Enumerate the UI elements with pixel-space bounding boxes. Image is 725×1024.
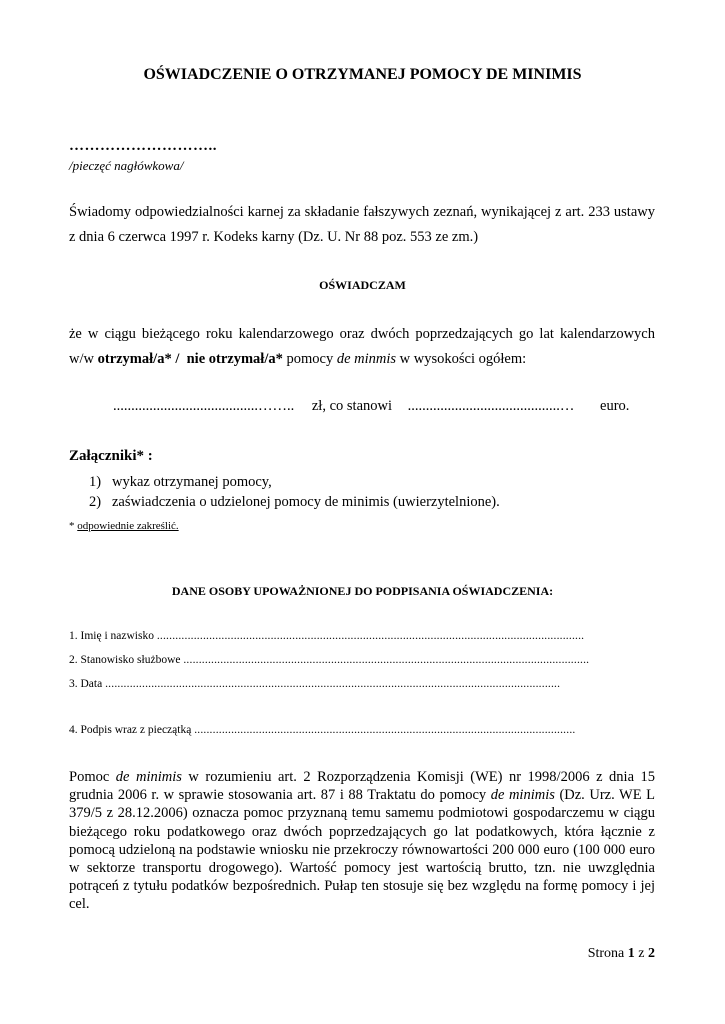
field-label: 2. Stanowisko służbowe	[69, 654, 181, 666]
attachment-text: zaświadczenia o udzielonej pomocy de minimis (uwierzytelnione).	[112, 494, 500, 510]
field-dots: ....................................................................................................................................	[183, 654, 590, 666]
field-name[interactable]	[69, 630, 655, 642]
not-received-option: nie otrzymał/a*	[186, 351, 283, 367]
de-minimis-term: de minmis	[336, 351, 397, 367]
field-label: 1. Imię i nazwisko	[69, 630, 154, 642]
page-number	[588, 946, 655, 962]
attachment-number: 1)	[89, 474, 102, 490]
attachment-item	[89, 472, 500, 492]
page-middle: z	[634, 946, 648, 961]
received-option: otrzymał/a* /	[97, 351, 180, 367]
de-minimis-term: de minimis	[115, 769, 182, 785]
stamp-placeholder-dots: ………………………..	[69, 138, 217, 154]
amount-line	[113, 398, 629, 415]
definition-text-3: (Dz. Urz. WE L 379/5 z 28.12.2006) oznacza pomoc przyznaną temu samemu podmiotowi gospodarczemu w ciągu bieżącego roku podatkowego oraz dwóch poprzedzających go lat podatkowych, która łącznie z pomocą udzieloną na podstawie wniosku nie przekroczy równowartości 200 000 euro (100 000 euro w sektorze transportu drogowego). Wartość pomocy jest wartością brutto, tzn. nie uwzględnia potrąceń z tytułu podatków bezpośrednich. Pułap ten stosuje się bez względu na formę pomocy i jej cel.	[69, 787, 655, 913]
page-total: 2	[648, 946, 655, 961]
field-date[interactable]	[69, 678, 655, 690]
field-label: 4. Podpis wraz z pieczątką	[69, 724, 192, 736]
definition-text-1: Pomoc	[69, 769, 116, 785]
authorized-person-heading: DANE OSOBY UPOWAŻNIONEJ DO PODPISANIA OŚWIADCZENIA:	[171, 584, 554, 598]
de-minimis-term: de minimis	[490, 787, 555, 804]
definition-text-2: w rozumieniu art. 2 Rozporządzenia Komisji (WE) nr 1998/2006 z dnia 15 grudnia 2006 r. w sprawie stosowania art. 87 i 88 Traktatu do pomocy	[69, 769, 656, 804]
statement-text-3: w wysokości ogółem:	[396, 351, 527, 367]
attachments-heading: Załączniki* :	[69, 448, 153, 464]
stamp-label: /pieczęć nagłówkowa/	[69, 158, 184, 173]
footnote-star: *	[69, 520, 78, 532]
footnote	[69, 520, 179, 532]
field-signature[interactable]	[69, 724, 655, 736]
intro-paragraph: Świadomy odpowiedzialności karnej za składanie fałszywych zeznań, wynikającej z art. 233 ustawy z dnia 6 czerwca 1997 r. Kodeks karny (Dz. U. Nr 88 poz. 553 ze zm.)	[69, 204, 655, 245]
footnote-text: odpowiednie zakreślić.	[77, 520, 179, 532]
document-title: OŚWIADCZENIE O OTRZYMANEJ POMOCY DE MINIMIS	[143, 66, 582, 83]
amount-euro-dots: ..........................................…	[407, 398, 575, 414]
page-current: 1	[627, 946, 635, 961]
statement-paragraph	[69, 322, 655, 372]
field-dots: ............................................................................................................................	[194, 724, 576, 736]
field-dots: ....................................................................................................................................................	[105, 678, 561, 690]
declare-heading: OŚWIADCZAM	[319, 278, 406, 292]
field-dots: ...........................................................................................................................................	[156, 630, 585, 642]
amount-euro-label: euro.	[600, 398, 630, 414]
attachment-text: wykaz otrzymanej pomocy,	[112, 474, 272, 490]
statement-text-2: pomocy	[282, 351, 337, 367]
attachment-number: 2)	[89, 494, 102, 510]
field-label: 3. Data	[69, 678, 103, 690]
amount-pln-dots: ........................................……..	[113, 398, 295, 414]
attachments-list	[89, 472, 500, 512]
attachment-item	[89, 492, 500, 512]
field-position[interactable]	[69, 654, 655, 666]
amount-pln-label: zł, co stanowi	[311, 398, 393, 414]
definition-paragraph	[69, 768, 655, 914]
statement-text-1: że w ciągu bieżącego roku kalendarzowego oraz dwóch poprzedzających go lat kalendarzowych w/w	[69, 326, 655, 367]
page-prefix: Strona	[587, 946, 628, 961]
